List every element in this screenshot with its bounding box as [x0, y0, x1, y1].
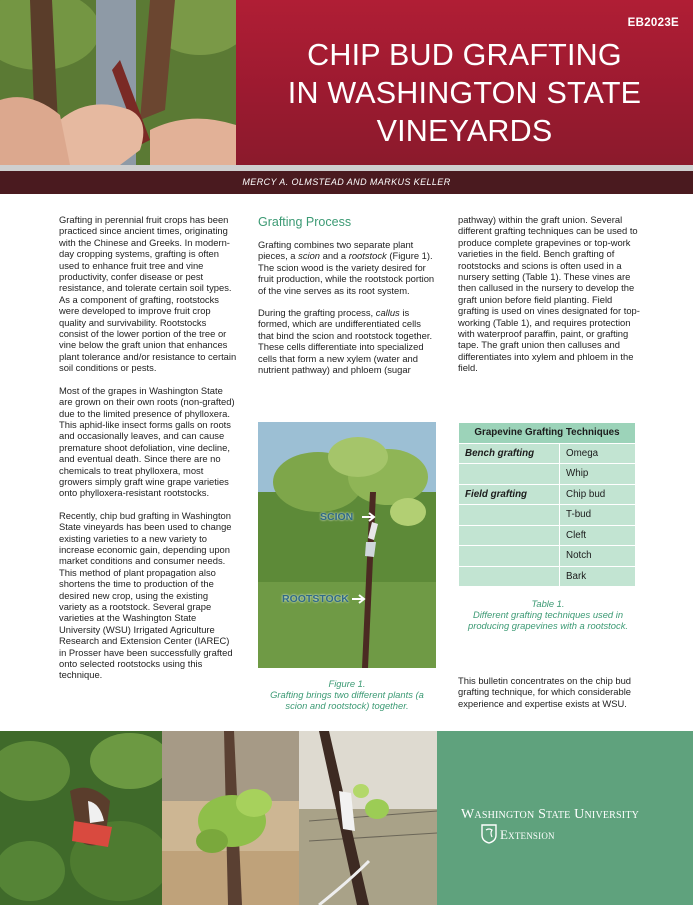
paragraph: Most of the grapes in Washington State are grown on their own roots (non-grafted) due to the limited presence of phylloxera. This aphid-like insect forms galls on roots and occasionally leaves, and can cause premature shoot defoliation, vine decline, and eventual death. Since there are no chemicals to treat phylloxera, most growers simply graft wine grape varieties onto phylloxera-resistant rootstocks. [59, 384, 235, 499]
hero-photo-illustration [0, 0, 236, 165]
column-3 [458, 214, 640, 385]
document-title [236, 36, 693, 150]
table-cell-technique: Whip [560, 464, 636, 485]
document-code: EB2023E [627, 17, 679, 29]
hero-photo-grafting-hands [0, 0, 236, 165]
arrow-right-icon [352, 594, 366, 604]
figure-1-illustration [258, 422, 436, 668]
bottom-photo-2 [162, 731, 299, 905]
paragraph: Recently, chip bud grafting in Washington State vineyards has been used to change existing varieties to a new variety to increase economic gain, depending upon market conditions and consumer needs. This method of plant propagation also shortens the time to production of the desired new crop, using the existing variety as a rootstock. Several grape varieties at the Washington State University (WSU) Irrigated Agriculture Research and Extension Center (IAREC) in Prosser have been successfully grafted onto selected rootstocks using this technique. [59, 509, 233, 681]
table-row [459, 484, 636, 505]
table-row [459, 566, 636, 587]
column-1 [59, 214, 237, 692]
emphasis-rootstock: rootstock [348, 250, 387, 262]
table-cell-category [459, 505, 560, 526]
scion-label: SCION [320, 511, 354, 523]
bottom-photo-1-illustration [0, 731, 162, 905]
table-cell-technique: Bark [560, 566, 636, 587]
table-cell-technique: T-bud [560, 505, 636, 526]
section-heading: Grafting Process [258, 215, 352, 229]
column-2 [258, 215, 438, 386]
table-cell-category: Field grafting [459, 484, 560, 505]
grafting-techniques-table [458, 422, 636, 587]
table-header: Grapevine Grafting Techniques [459, 423, 636, 444]
paragraph: pathway) within the graft union. Several different grafting techniques can be used to produce complete grapevines or top-work varieties in the field. Bench grafting of rootstocks and scions is often used in a nursery setting (Table 1). These vines are then callused in the nursery to develop the graft union before field planting. Field grafting is used on vines designated for top-working (Table 1), and requires protection with waterproof paraffin, paint, or grafting tape. The graft union then calluses and differentiates into xylem and phloem in the field. [458, 214, 640, 374]
bottom-photo-3 [299, 731, 437, 905]
table-cell-category [459, 566, 560, 587]
rootstock-label: ROOTSTOCK [282, 593, 349, 605]
emphasis-callus: callus [375, 307, 400, 319]
emphasis-scion: scion [298, 250, 321, 262]
bottom-photo-2-illustration [162, 731, 299, 905]
text-run: is formed, which are undifferentiated cells that bind the scion and rootstock together. These cells differentiate into specialized cells that form a new xylem (water and nutrient pathway) and phloem (sugar [258, 307, 433, 376]
figure-1-caption-text: Grafting brings two different plants (a scion and rootstock) together. [270, 689, 424, 711]
table-row [459, 505, 636, 526]
wsu-shield-icon [481, 824, 497, 844]
table-cell-technique: Notch [560, 546, 636, 567]
title-band [236, 0, 693, 165]
table-header-row [459, 423, 636, 444]
table-1-caption-text: Different grafting techniques used in producing grapevines with a rootstock. [468, 609, 628, 631]
text-run: and a [320, 250, 349, 262]
paragraph [258, 239, 438, 296]
extension-label: Extension [500, 827, 555, 842]
table-row [459, 546, 636, 567]
paragraph [258, 307, 438, 375]
text-run: Grafting combines two separate plant pieces, a [258, 239, 414, 262]
table-1-caption [455, 598, 641, 631]
table-row [459, 464, 636, 485]
wsu-extension-panel [437, 731, 693, 905]
authors-bar [0, 171, 693, 194]
text-run: During the grafting process, [258, 307, 376, 319]
paragraph: Grafting in perennial fruit crops has been practiced since ancient times, originating with the Chinese and Greeks. In modern-day cropping systems, grafting is often used to enhance fruit tree and vine productivity, confer disease or pest resistance, and tolerate certain soil types. As a component of grafting, rootstocks were developed to improve fruit crop quality and survivability. Rootstocks consist of the lower portion of the tree or vine below the graft union that enhances plant tolerance and/or resistance to certain soil conditions or pests. [59, 214, 237, 374]
wsu-name: Washington State University [461, 807, 640, 822]
table-row [459, 443, 636, 464]
bottom-photo-1 [0, 731, 162, 905]
table-cell-category [459, 546, 560, 567]
title-line: IN WASHINGTON STATE [287, 76, 642, 110]
arrow-right-icon [362, 512, 376, 522]
bottom-photo-3-illustration [299, 731, 437, 905]
text-run: (Figure 1). The scion wood is the variety desired for fruit production, while the rootstock portion of the vine serves as its root system. [258, 250, 435, 296]
table-cell-category [459, 525, 560, 546]
figure-1-caption-title: Figure 1. [328, 678, 366, 689]
authors: MERCY A. OLMSTEAD AND MARKUS KELLER [242, 177, 451, 187]
table-cell-category [459, 464, 560, 485]
table-cell-technique: Cleft [560, 525, 636, 546]
table-row [459, 525, 636, 546]
title-line: CHIP BUD GRAFTING [307, 38, 622, 72]
table-1-caption-title: Table 1. [531, 598, 565, 609]
table-cell-technique: Chip bud [560, 484, 636, 505]
table-cell-category: Bench grafting [459, 443, 560, 464]
figure-1-photo [258, 422, 436, 668]
closing-paragraph: This bulletin concentrates on the chip bud grafting technique, for which considerable experience and expertise exists at WSU. [458, 675, 632, 709]
table-cell-technique: Omega [560, 443, 636, 464]
title-line: VINEYARDS [376, 114, 553, 148]
figure-1-caption [258, 678, 436, 711]
